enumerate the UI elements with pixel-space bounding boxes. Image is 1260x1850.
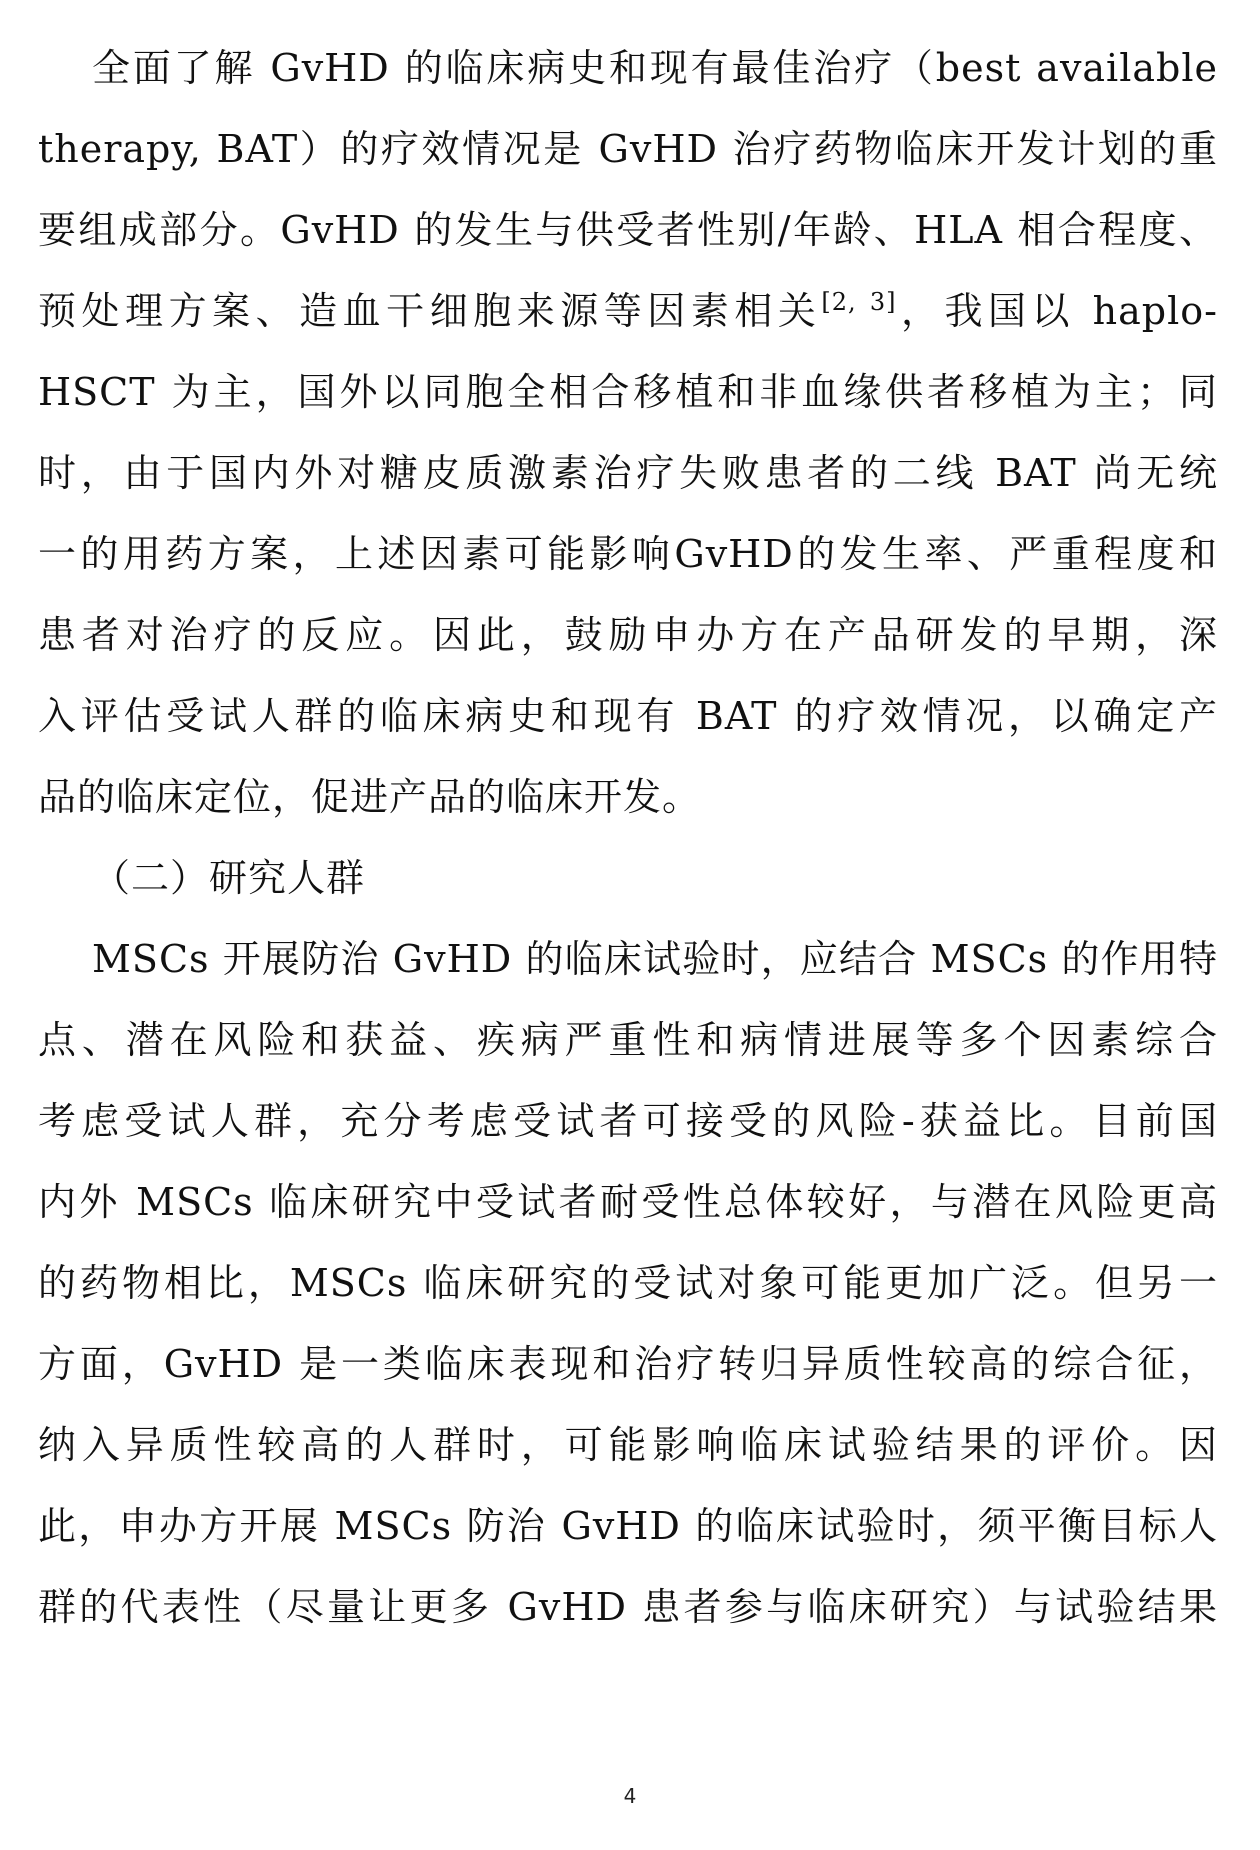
paragraph-1-line: 一的用药方案，上述因素可能影响GvHD的发生率、严重程度和 [38, 532, 1218, 576]
paragraph-2-line: 内外 MSCs 临床研究中受试者耐受性总体较好，与潜在风险更高 [38, 1180, 1218, 1224]
paragraph-1-line: therapy, BAT）的疗效情况是 GvHD 治疗药物临床开发计划的重 [38, 127, 1218, 171]
paragraph-1-line: 要组成部分。GvHD 的发生与供受者性别/年龄、HLA 相合程度、 [38, 208, 1218, 252]
document-body [38, 28, 1218, 1648]
paragraph-2-line: 群的代表性（尽量让更多 GvHD 患者参与临床研究）与试验结果 [38, 1585, 1218, 1629]
paragraph-2-line: 点、潜在风险和获益、疾病严重性和病情进展等多个因素综合 [38, 1018, 1218, 1062]
paragraph-1-line: 时，由于国内外对糖皮质激素治疗失败患者的二线 BAT 尚无统 [38, 451, 1218, 495]
paragraph-2-line: 方面，GvHD 是一类临床表现和治疗转归异质性较高的综合征， [38, 1342, 1218, 1386]
paragraph-2-line: MSCs 开展防治 GvHD 的临床试验时，应结合 MSCs 的作用特 [92, 937, 1218, 981]
paragraph-1-line-text: 预处理方案、造血干细胞来源等因素相关 [38, 289, 822, 333]
paragraph-1-line: 患者对治疗的反应。因此，鼓励申办方在产品研发的早期，深 [38, 613, 1218, 657]
paragraph-1-line: 品的临床定位，促进产品的临床开发。 [38, 775, 702, 819]
paragraph-1-line: HSCT 为主，国外以同胞全相合移植和非血缘供者移植为主；同 [38, 370, 1218, 414]
page-number: 4 [623, 1784, 637, 1808]
citation-reference: [2, 3] [821, 288, 897, 316]
paragraph-2-line: 此，申办方开展 MSCs 防治 GvHD 的临床试验时，须平衡目标人 [38, 1504, 1218, 1548]
paragraph-2-line: 考虑受试人群，充分考虑受试者可接受的风险-获益比。目前国 [38, 1099, 1218, 1143]
paragraph-1-line: 全面了解 GvHD 的临床病史和现有最佳治疗（best available [92, 46, 1218, 90]
paragraph-1-line-tail: ，我国以 haplo- [896, 289, 1218, 333]
paragraph-2-line: 的药物相比，MSCs 临床研究的受试对象可能更加广泛。但另一 [38, 1261, 1218, 1305]
paragraph-1-line: 入评估受试人群的临床病史和现有 BAT 的疗效情况，以确定产 [38, 694, 1218, 738]
section-heading: （二）研究人群 [92, 856, 366, 900]
paragraph-2-line: 纳入异质性较高的人群时，可能影响临床试验结果的评价。因 [38, 1423, 1218, 1467]
paragraph-1-line-with-citation [38, 271, 1218, 352]
